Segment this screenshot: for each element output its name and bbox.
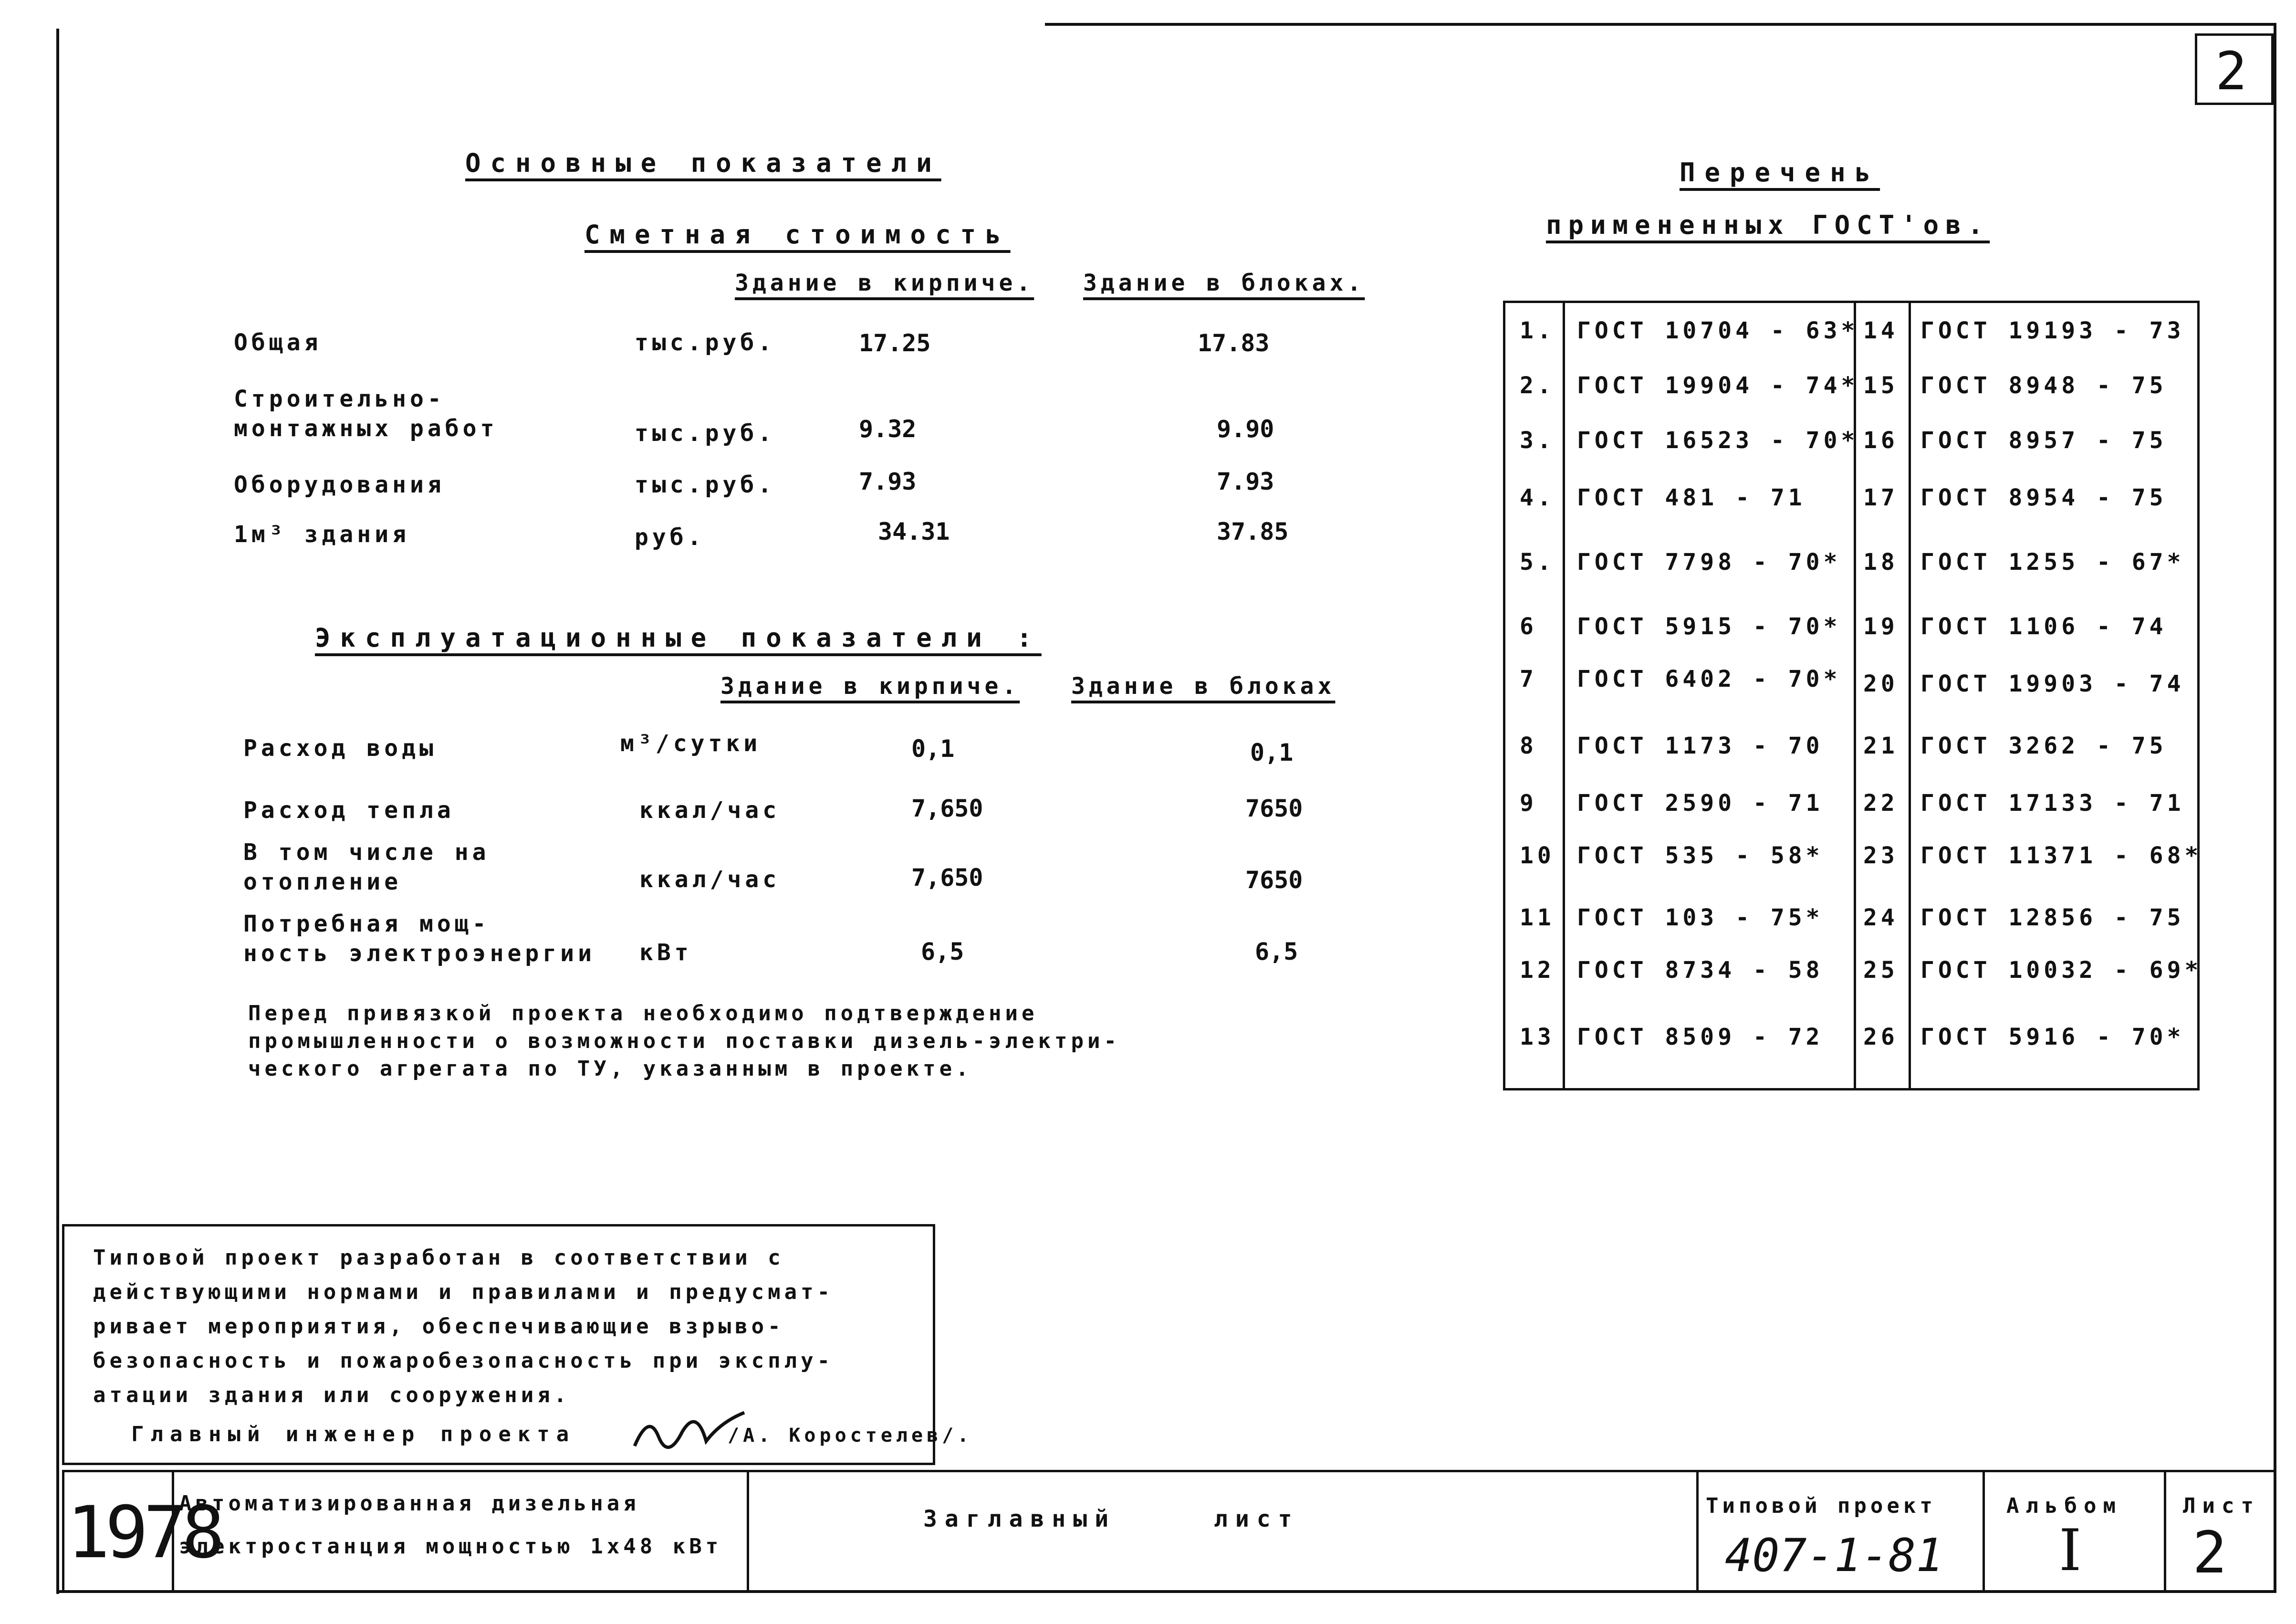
gost-num: 8	[1520, 733, 1537, 759]
title-block	[62, 1470, 2276, 1593]
title-name-2: электростанция мощностью 1х48 кВт	[179, 1534, 722, 1559]
operation-col-block: Здание в блоках	[1071, 673, 1336, 700]
op-row-name: Расход тепла	[243, 797, 455, 824]
cost-row-block: 17.83	[1198, 329, 1270, 357]
cost-row-brick: 17.25	[859, 329, 931, 357]
cost-row-brick: 7.93	[859, 468, 917, 495]
op-row-brick: 7,650	[911, 795, 983, 822]
sheet-title: Заглавный лист	[923, 1506, 1300, 1532]
gost-item: ГОСТ 5915 - 70*	[1577, 613, 1841, 640]
gost-item: ГОСТ 12856 - 75	[1920, 904, 2185, 931]
gost-num: 19	[1863, 613, 1899, 640]
cost-col-brick: Здание в кирпиче.	[735, 270, 1034, 296]
gost-num: 26	[1863, 1024, 1899, 1050]
gost-item: ГОСТ 10032 - 69*	[1920, 957, 2202, 984]
op-row-brick: 7,650	[911, 864, 983, 891]
op-row-unit: ккал/час	[639, 866, 781, 893]
cost-col-block: Здание в блоках.	[1083, 270, 1365, 296]
gost-title-1: Перечень	[1680, 157, 1880, 188]
gost-num: 12	[1520, 957, 1555, 984]
cost-row-name: Оборудования	[234, 471, 445, 498]
sheet-number: 2	[2215, 41, 2247, 102]
gost-num: 22	[1863, 790, 1899, 817]
cost-row-unit: тыс.руб.	[635, 329, 776, 356]
gost-item: ГОСТ 8948 - 75	[1920, 372, 2167, 399]
gost-item: ГОСТ 7798 - 70*	[1577, 549, 1841, 576]
gost-num: 11	[1520, 904, 1555, 931]
cost-row-name: Общая	[234, 329, 322, 356]
op-row-block: 0,1	[1250, 739, 1294, 766]
title-year: 1978	[67, 1491, 220, 1574]
op-row-block: 6,5	[1255, 938, 1298, 965]
project-label: Типовой проект	[1706, 1494, 1936, 1518]
op-row-brick: 6,5	[921, 938, 964, 965]
cost-row-unit: руб.	[635, 524, 705, 551]
cost-row-block: 37.85	[1217, 518, 1289, 545]
gost-num: 17	[1863, 484, 1899, 511]
gost-num: 13	[1520, 1024, 1555, 1050]
gost-num: 20	[1863, 671, 1899, 697]
gost-item: ГОСТ 2590 - 71	[1577, 790, 1824, 817]
gost-num: 21	[1863, 733, 1899, 759]
gost-item: ГОСТ 6402 - 70*	[1577, 666, 1841, 692]
gost-item: ГОСТ 19904 - 74*	[1577, 372, 1859, 399]
gost-item: ГОСТ 103 - 75*	[1577, 904, 1824, 931]
operation-note: Перед привязкой проекта необходимо подтверждение промышленности о возможности поставки дизель-электри- ческого агрегата по ТУ, указанным в проекте.	[248, 1001, 1120, 1081]
cost-row-name: 1м³ здания	[234, 521, 410, 548]
chief-engineer-name: /А. Коростелев/.	[728, 1425, 973, 1446]
gost-item: ГОСТ 8734 - 58	[1577, 957, 1824, 984]
gost-item: ГОСТ 3262 - 75	[1920, 733, 2167, 759]
gost-item: ГОСТ 8957 - 75	[1920, 427, 2167, 454]
gost-num: 1.	[1520, 317, 1555, 344]
gost-num: 25	[1863, 957, 1899, 984]
gost-num: 15	[1863, 372, 1899, 399]
gost-item: ГОСТ 19193 - 73	[1920, 317, 2185, 344]
gost-item: ГОСТ 8509 - 72	[1577, 1024, 1824, 1050]
gost-item: ГОСТ 1255 - 67*	[1920, 549, 2185, 576]
sheet-label: Лист	[2183, 1494, 2260, 1518]
gost-item: ГОСТ 17133 - 71	[1920, 790, 2185, 817]
operation-title: Эксплуатационные показатели :	[315, 623, 1042, 653]
op-row-unit: ккал/час	[639, 797, 781, 824]
gost-num: 9	[1520, 790, 1537, 817]
operation-col-brick: Здание в кирпиче.	[720, 673, 1020, 700]
gost-item: ГОСТ 16523 - 70*	[1577, 427, 1859, 454]
gost-num: 3.	[1520, 427, 1555, 454]
chief-engineer-label: Главный инженер проекта	[131, 1422, 576, 1446]
op-row-brick: 0,1	[911, 735, 955, 763]
album-value: I	[2059, 1518, 2082, 1584]
gost-item: ГОСТ 11371 - 68*	[1920, 842, 2202, 869]
gost-table	[1503, 301, 2200, 1090]
gost-num: 14	[1863, 317, 1899, 344]
op-row-name: Расход воды	[243, 735, 437, 762]
gost-num: 23	[1863, 842, 1899, 869]
indicators-title: Основные показатели	[465, 148, 941, 178]
gost-item: ГОСТ 535 - 58*	[1577, 842, 1824, 869]
sheet-number-box	[2195, 33, 2274, 105]
cost-row-block: 9.90	[1217, 415, 1274, 443]
op-row-unit: м³/сутки	[620, 730, 762, 757]
stamp-note-text: Типовой проект разработан в соответствии с действующими нормами и правилами и предусмат- ривает мероприятия, обеспечивающие взрыво- безопасность и пожаробезопасность при эксплу- атации здания или сооружения.	[93, 1246, 834, 1407]
gost-num: 18	[1863, 549, 1899, 576]
op-row-name: Потребная мощ- ность электроэнергии	[243, 911, 595, 967]
gost-item: ГОСТ 481 - 71	[1577, 484, 1806, 511]
gost-num: 10	[1520, 842, 1555, 869]
frame-left	[56, 29, 59, 1594]
gost-item: ГОСТ 19903 - 74	[1920, 671, 2185, 697]
gost-num: 4.	[1520, 484, 1555, 511]
frame-right	[2274, 23, 2276, 1593]
album-label: Альбом	[2006, 1494, 2122, 1518]
gost-item: ГОСТ 8954 - 75	[1920, 484, 2167, 511]
title-name-1: Автоматизированная дизельная	[179, 1491, 640, 1516]
gost-num: 2.	[1520, 372, 1555, 399]
op-row-block: 7650	[1245, 795, 1303, 822]
op-row-block: 7650	[1245, 866, 1303, 894]
gost-num: 7	[1520, 666, 1537, 692]
cost-title: Сметная стоимость	[584, 220, 1011, 250]
cost-row-unit: тыс.руб.	[635, 420, 776, 447]
cost-row-unit: тыс.руб.	[635, 471, 776, 498]
cost-row-block: 7.93	[1217, 468, 1274, 495]
op-row-name: В том числе на отопление	[243, 839, 490, 895]
gost-item: ГОСТ 10704 - 63*	[1577, 317, 1859, 344]
gost-item: ГОСТ 1106 - 74	[1920, 613, 2167, 640]
gost-num: 24	[1863, 904, 1899, 931]
cost-row-brick: 9.32	[859, 415, 917, 443]
op-row-unit: кВт	[639, 939, 692, 966]
gost-num: 16	[1863, 427, 1899, 454]
gost-item: ГОСТ 1173 - 70	[1577, 733, 1824, 759]
sheet-value: 2	[2192, 1520, 2227, 1586]
stamp-note-box	[62, 1224, 973, 1465]
gost-num: 6	[1520, 613, 1537, 640]
gost-num: 5.	[1520, 549, 1555, 576]
gost-item: ГОСТ 5916 - 70*	[1920, 1024, 2185, 1050]
cost-row-name: Строительно- монтажных работ	[234, 386, 498, 442]
cost-row-brick: 34.31	[878, 518, 950, 545]
gost-title-2: примененных ГОСТ'ов.	[1546, 210, 1990, 240]
frame-top	[1045, 23, 2276, 26]
project-number: 407-1-81	[1725, 1530, 1943, 1582]
